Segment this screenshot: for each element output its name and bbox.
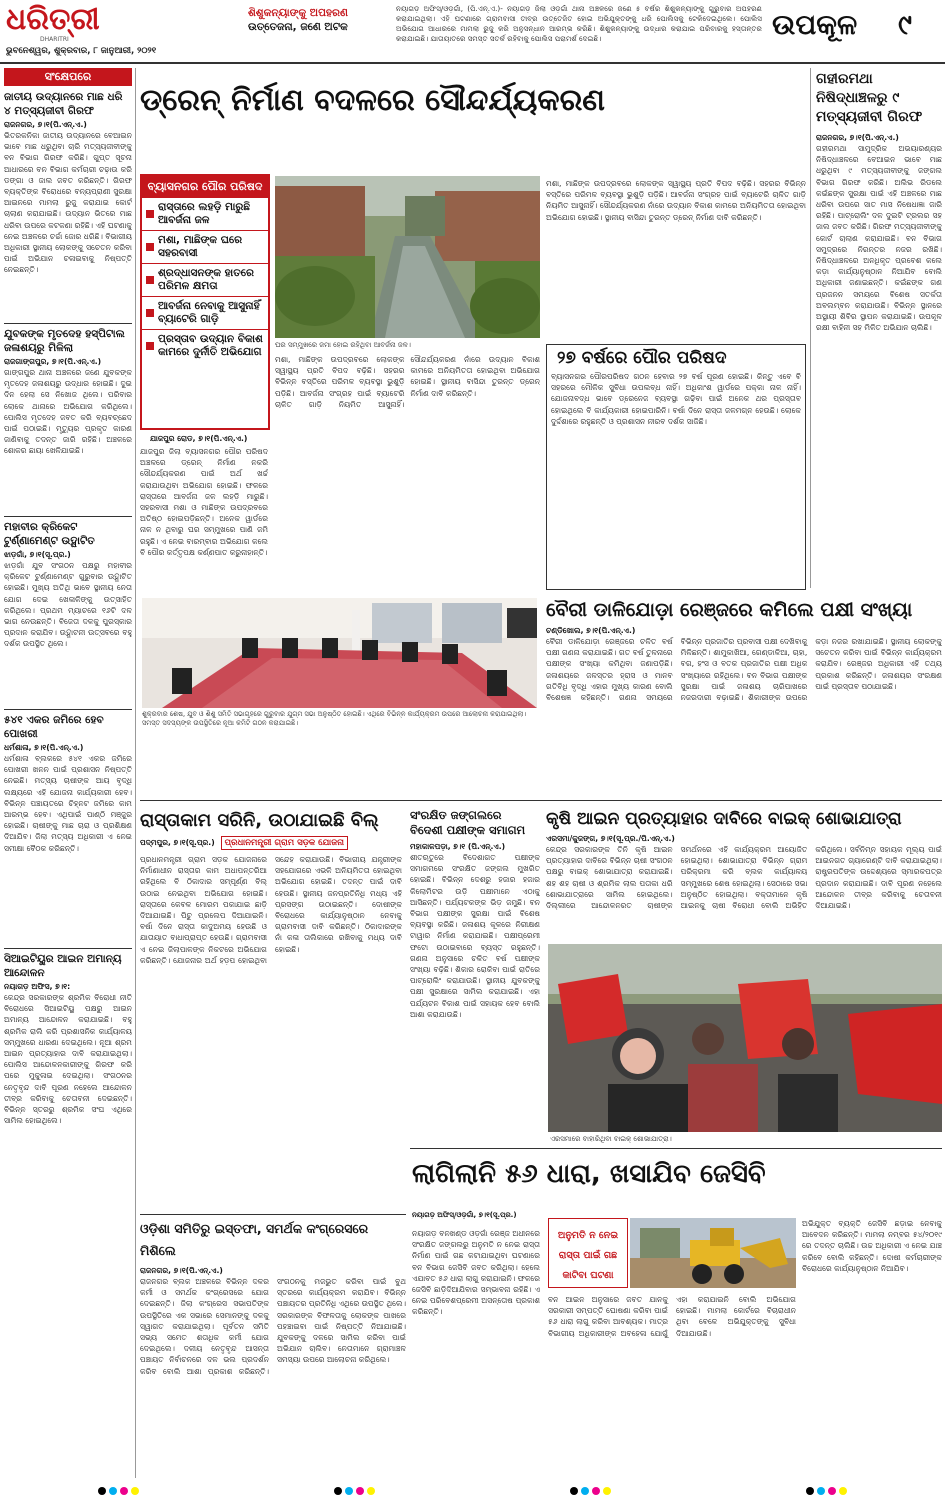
congress-story bbox=[140, 1218, 406, 1478]
logo-text: ଧରିତ୍ରୀ bbox=[6, 2, 100, 37]
masthead-dateline: ଭୁବନେଶ୍ୱର, ଶୁକ୍ରବାର, ୮ ଜାନୁଆରୀ, ୨୦୨୧ bbox=[6, 46, 157, 56]
congress-body: ରାଜନଗର ବ୍ଲକ ଅଞ୍ଚଳରେ ବିଭିନ୍ନ ଦଳର କର୍ମୀ ଓ ସମର୍ଥକ କଂଗ୍ରେସରେ ଯୋଗ ଦେଇଛନ୍ତି। ଜିଲା କଂଗ୍ରେସ ସଭାପତିଙ୍କ ଉପସ୍ଥିତିରେ ଏକ ସଭାରେ ସେମାନଙ୍କୁ ଦଳକୁ ସ୍ୱାଗତ କରାଯାଇଥିଲା। ପୂର୍ବତନ ସମିତି ସଭ୍ୟ ସମେତ ଶତାଧିକ କର୍ମୀ ଯୋଗ ଦେଇଥିଲେ। ଦଳୀୟ ନେତୃବୃନ୍ଦ ଆସନ୍ତା ପଞ୍ଚାୟତ ନିର୍ବାଚନରେ ଦଳ ଭଲ ପ୍ରଦର୍ଶନ କରିବ ବୋଲି ଆଶା ପ୍ରକାଶ କରିଛନ୍ତି। ସଂଗଠନକୁ ମଜଭୁତ କରିବା ପାଇଁ ବୁଥ ସ୍ତରରେ କାର୍ଯ୍ୟକ୍ରମ କରାଯିବ। ବିଭିନ୍ନ ପଞ୍ଚାୟତର ପ୍ରତିନିଧି ଏଥିରେ ଉପସ୍ଥିତ ଥିଲେ। ସରକାରଙ୍କ ବିଫଳତାକୁ ଲୋକଙ୍କ ପାଖରେ ପହଞ୍ଚାଇବା ପାଇଁ ନିଷ୍ପତ୍ତି ନିଆଯାଇଛି। ଯୁବକଙ୍କୁ ଦଳରେ ସାମିଲ କରିବା ପାଇଁ ଅଭିଯାନ ଚାଲିବ। ନେତାମାନେ ଗ୍ରାମାଞ୍ଚଳ ସମସ୍ୟା ଉପରେ ଆଲୋଚନା କରିଥିଲେ। bbox=[140, 1277, 406, 1376]
page-number: ୯ bbox=[898, 8, 912, 41]
briefs-tag: ସଂକ୍ଷେପରେ bbox=[4, 68, 132, 86]
roads-headline: ରାସ୍ତାକାମ ସରିନି, ଉଠାଯାଇଛି ବିଲ୍ bbox=[140, 810, 379, 831]
roads-body: ପ୍ରଧାନମନ୍ତ୍ରୀ ଗ୍ରାମ ସଡ଼କ ଯୋଜନାରେ ନିର୍ମାଣାଧୀନ ରାସ୍ତାର କାମ ଅଧାପନ୍ତରିଆ ରହିଥିଲେ ବି ଠିକାଦାର ସମ୍ପୂର୍ଣ୍ଣ ବିଲ୍ ଉଠାଇ ନେଇଥିବା ଅଭିଯୋଗ ହୋଇଛି। ରାସ୍ତାରେ କେବଳ ମୋରମ ପକାଯାଇ ଛାଡ଼ି ଦିଆଯାଇଛି। ପିଚୁ ପ୍ରଲେପ ଦିଆଯାଇନି। ବର୍ଷା ଦିନେ ରାସ୍ତା କାଦୁଅମୟ ହେଉଛି ଓ ଯାତାୟାତ ବାଧାପ୍ରାପ୍ତ ହେଉଛି। ଗ୍ରାମବାସୀ ଏ ନେଇ ଜିଲାପାଳଙ୍କ ନିକଟରେ ଅଭିଯୋଗ କରିଛନ୍ତି। ଯୋଜନାର ଅର୍ଥ ହଡ଼ପ ହୋଇଥିବା ସନ୍ଦେହ କରାଯାଉଛି। ବିଭାଗୀୟ ଯନ୍ତ୍ରୀଙ୍କ ସହଯୋଗରେ ଏଭଳି ଅନିୟମିତତା ହୋଇଥିବା ଅଭିଯୋଗ ହୋଇଛି। ତଦନ୍ତ ପାଇଁ ଦାବି ହେଉଛି। ସ୍ଥାନୀୟ ଜନପ୍ରତିନିଧି ମଧ୍ୟ ଏହି ପ୍ରସଙ୍ଗ ଉଠାଇଛନ୍ତି। ଦୋଷୀଙ୍କ ବିରୋଧରେ କାର୍ଯ୍ୟାନୁଷ୍ଠାନ ନେବାକୁ ଗ୍ରାମବାସୀ ଦାବି କରିଛନ୍ତି। ଠିକାଦାରଙ୍କ ନାଁ କଳା ତାଲିକାରେ ରଖିବାକୁ ମଧ୍ୟ ଦାବି ହୋଇଛି। bbox=[140, 855, 402, 965]
birds-body: ବୈରୀ ଡାଳିଯୋଡ଼ା ରେଞ୍ଜରେ ଚଳିତ ବର୍ଷ ପକ୍ଷୀ ଗଣନା କରାଯାଇଛି। ଗତ ବର୍ଷ ତୁଳନାରେ ପକ୍ଷୀଙ୍କ ସଂଖ୍ୟା କମିଥିବା ଜଣାପଡ଼ିଛି। ଜଳାଶୟରେ ଜଳସ୍ତର ହ୍ରାସ ଓ ମାନବ ଗତିବିଧି ବୃଦ୍ଧି ଏହାର ମୁଖ୍ୟ କାରଣ ବୋଲି ବିଶେଷଜ୍ଞ କହିଛନ୍ତି। ଗଣନା ସମୟରେ ବିଭିନ୍ନ ପ୍ରଜାତିର ପ୍ରବାସୀ ପକ୍ଷୀ ଦେଖିବାକୁ ମିଳିଛନ୍ତି। ଶାମୁକାଖିଆ, ଗେଣ୍ଡାଳିଆ, ଚାହା, ବଗ, ହଂସ ଓ ବତକ ପ୍ରଜାତିର ପକ୍ଷୀ ଅଧିକ ସଂଖ୍ୟାରେ ରହିଥିଲେ। ବନ ବିଭାଗ ପକ୍ଷୀଙ୍କ ସୁରକ୍ଷା ପାଇଁ ଜଳାଶୟ ଚାରିପାଖରେ ନଜରଦାରୀ ବଢ଼ାଇଛି। ଶିକାରୀଙ୍କ ଉପରେ କଡ଼ା ନଜର ରଖାଯାଇଛି। ସ୍ଥାନୀୟ ଲୋକଙ୍କୁ ସଚେତନ କରିବା ପାଇଁ ବିଭିନ୍ନ କାର୍ଯ୍ୟକ୍ରମ କରାଯିବ। ରେଞ୍ଜର ଅଧିକାରୀ ଏହି ତଥ୍ୟ ପ୍ରକାଶ କରିଛନ୍ତି। ଜଳାଶୟର ସଂରକ୍ଷଣ ପାଇଁ ପ୍ରସ୍ତାବ ପଠାଯାଇଛି। bbox=[546, 637, 942, 703]
brief-body: ଧର୍ମଶାଳା ବ୍ଲକରେ ୫୪୧ ଏକର ଜମିରେ ପୋଖରୀ ଖନନ ପାଇଁ ପ୍ରଶାସନ ନିଷ୍ପତ୍ତି ନେଇଛି। ମତ୍ସ୍ୟ ଚାଷୀଙ୍କ ଆୟ ବୃଦ୍ଧି ଲକ୍ଷ୍ୟରେ ଏହି ଯୋଜନା କାର୍ଯ୍ୟକାରୀ ହେବ। ବିଭିନ୍ନ ପଞ୍ଚାୟତରେ ଚିହ୍ନଟ ଜମିରେ କାମ ଆରମ୍ଭ ହେବ। ଏଥିପାଇଁ ପାଣ୍ଠି ମଞ୍ଜୁର ହୋଇଛି। ଚାଷୀଙ୍କୁ ମାଛ ଚାରା ଓ ପ୍ରଶିକ୍ଷଣ ଦିଆଯିବ। ଜିଲା ମତ୍ସ୍ୟ ଅଧିକାରୀ ଏ ନେଇ ସମୀକ୍ଷା ବୈଠକ କରିଛନ୍ତି। bbox=[4, 754, 132, 853]
highlight-text: ପ୍ରସ୍ତାବ ଉଦ୍ୟାନ ବିକାଶ କାମରେ ଦୁର୍ନୀତି ଅଭିଯୋଗ bbox=[158, 333, 263, 358]
column-rule bbox=[135, 68, 136, 1478]
brief-story bbox=[4, 90, 132, 320]
lead-dateline: ଯାଜପୁର ରୋଡ, ୭।୧(ପି.ଏନ୍.ଏ.) bbox=[150, 434, 248, 443]
bike-dateline: ଏରସମା/କୁଜଙ୍ଗ, ୭।୧(ସୂ.ପ୍ର./ପି.ଏନ୍.ଏ.) bbox=[546, 834, 675, 843]
section56-body-1: ନୟାଗଡ଼ ବନଖଣ୍ଡ ଓଡ଼ଗାଁ ରେଞ୍ଜ ଅଧୀନରେ ସଂରକ୍ଷିତ ଜଙ୍ଗଲରୁ ଅନୁମତି ନ ନେଇ ରାସ୍ତା ନିର୍ମାଣ ପାଇଁ ଗଛ କଟାଯାଇଥିବା ଘଟଣାରେ ବନ ବିଭାଗ ଜେସିବି ଜବତ କରିଥିଲା। ହେଲେ ଏଯାବତ ୫୬ ଧାରା ଲାଗୁ କରାଯାଇନି। ଫଳରେ ଜେସିବି ଛାଡ଼ିଦିଆଯିବାର ସମ୍ଭାବନା ରହିଛି। ଏ ନେଇ ପରିବେଶପ୍ରେମୀ ଅସନ୍ତୋଷ ପ୍ରକାଶ କରିଛନ୍ତି। bbox=[412, 1229, 540, 1317]
lead-body-col3: ମଶା, ମାଛିଙ୍କ ଉପଦ୍ରବରେ ଲୋକଙ୍କ ସ୍ୱାସ୍ଥ୍ୟ ପ୍ରତି ବିପଦ ବଢ଼ିଛି। ସହରର ବିଭିନ୍ନ ବସ୍ତିରେ ପରିମଳ ବ୍ୟବସ୍ଥା ଭୁଶୁଡ଼ି ପଡ଼ିଛି। ଆବର୍ଜନା ସଂଗ୍ରହ ପାଇଁ ବ୍ୟାଟେରି ଚାଳିତ ଗାଡ଼ି ନିୟମିତ ଆସୁନାହିଁ। ସୌନ୍ଦର୍ଯ୍ୟକରଣ ନାଁରେ ଉଦ୍ୟାନ ବିକାଶ କାମରେ ଅନିୟମିତତା ହୋଇଥିବା ଅଭିଯୋଗ ହୋଇଛି। ସ୍ଥାନୀୟ ବାସିନ୍ଦା ତୁରନ୍ତ ଡ୍ରେନ୍ ନିର୍ମାଣ ଦାବି କରିଛନ୍ତି। bbox=[546, 179, 806, 222]
congress-dateline: ରାଜନଗର, ୭।୧(ପି.ଏନ୍.ଏ.) bbox=[140, 1266, 223, 1275]
highlight-text: ଆବର୍ଜନା ନେବାକୁ ଆସୁନାହିଁ ବ୍ୟାଟେରି ଗାଡ଼ି bbox=[158, 300, 260, 325]
divider bbox=[4, 323, 132, 324]
column-rule bbox=[810, 68, 811, 588]
section56-body-2: ବନ ଆଇନ ଅନୁସାରେ ଜବତ ଯାନକୁ ସରକାରୀ ସମ୍ପତ୍ତି ଘୋଷଣା କରିବା ପାଇଁ ୫୬ ଧାରା ଲାଗୁ କରିବା ଆବଶ୍ୟକ। ମାତ୍ର ବିଭାଗୀୟ ଅଧିକାରୀଙ୍କ ଅବହେଳା ଯୋଗୁଁ ଏହା କରାଯାଇନି ବୋଲି ଅଭିଯୋଗ ହୋଇଛି। ମାମଲା କୋର୍ଟରେ ବିଚାରାଧୀନ ଥିବା ବେଳେ ଅଭିଯୁକ୍ତଙ୍କୁ ସୁବିଧା ଦିଆଯାଉଛି। bbox=[548, 1295, 796, 1338]
right-story-body: ଗହୀରମଥା ସାମୁଦ୍ରିକ ଅଭୟାରଣ୍ୟର ନିଷିଦ୍ଧାଞ୍ଚଳରେ ବେଆଇନ ଭାବେ ମାଛ ଧରୁଥିବା ୯ ମତ୍ସ୍ୟଜୀବୀଙ୍କୁ ଜଙ୍ଗଲ ବିଭାଗ ଗିରଫ କରିଛି। ଅଲିଭ ରିଡଲେ କଇଁଛଙ୍କ ସୁରକ୍ଷା ପାଇଁ ଏହି ଅଞ୍ଚଳରେ ମାଛ ଧରିବା ଉପରେ ସାତ ମାସ ନିଷେଧାଜ୍ଞା ଜାରି ରହିଛି। ପାଟ୍ରୋଲିଂ ଦଳ ଦୁଇଟି ଟ୍ରଲର ସହ ଜାଲ ଜବତ କରିଛି। ଗିରଫ ମତ୍ସ୍ୟଜୀବୀଙ୍କୁ କୋର୍ଟ ଚାଲାଣ କରାଯାଇଛି। ବନ ବିଭାଗ ସମୁଦ୍ରରେ ନିରନ୍ତର ନଜର ରଖିଛି। ନିଷିଦ୍ଧାଞ୍ଚଳରେ ଅନଧିକୃତ ପ୍ରବେଶ କଲେ କଡ଼ା କାର୍ଯ୍ୟାନୁଷ୍ଠାନ ନିଆଯିବ ବୋଲି ଅଧିକାରୀ ଜଣାଇଛନ୍ତି। କଇଁଛଙ୍କ ଗଣ ପ୍ରଜନନ ସମୟରେ ବିଶେଷ ସତର୍କତା ଅବଲମ୍ବନ କରାଯାଉଛି। ବିଭିନ୍ନ ସ୍ଥାନରେ ଅସ୍ଥାୟୀ ଶିବିର ସ୍ଥାପନ କରାଯାଇଛି। ଉପକୂଳ ରକ୍ଷୀ ବାହିନୀ ସହ ମିଳିତ ଅଭିଯାନ ଚାଲିଛି। bbox=[816, 144, 942, 333]
roads-tag: ପ୍ରଧାନମନ୍ତ୍ରୀ ଗ୍ରାମ ସଡ଼କ ଯୋଜନା bbox=[221, 836, 348, 850]
brief-headline: ୫୪୧ ଏକର ଜମିରେ ହେବ ପୋଖରୀ bbox=[4, 714, 104, 740]
congress-headline: ଓଡ଼ିଶା ସମିତିରୁ ଇସ୍ତଫା, ସମର୍ଥକ କଂଗ୍ରେସରେ ମିଶିଲେ bbox=[140, 1221, 369, 1258]
roads-dateline: ପଦ୍ମପୁର, ୭।୧(ସୂ.ପ୍ର.) bbox=[140, 838, 215, 847]
teaser-headline bbox=[248, 6, 388, 34]
highlight-item bbox=[142, 231, 268, 264]
section56-tag: ଅନୁମତି ନ ନେଇ ରାସ୍ତା ପାଇଁ ଗଛ କାଟିବା ଘଟଣା bbox=[557, 1230, 619, 1281]
registration-bar bbox=[0, 1484, 945, 1498]
birdmeet-dateline: ମହାକାଳପଡ଼ା, ୭।୧ (ପି.ଏନ୍.ଏ.) bbox=[410, 842, 506, 851]
section-rule bbox=[410, 1148, 942, 1149]
divider bbox=[4, 709, 132, 710]
roads-story bbox=[140, 808, 402, 1208]
bike-photo-caption: ଏରସମାରେ ବାହାରିଥିବା ବାଇକ୍ ଶୋଭାଯାତ୍ରା। bbox=[550, 1135, 672, 1143]
highlight-text: ରାସ୍ତାରେ ଲହଡ଼ି ମାରୁଛି ଆବର୍ଜନା ଜଳ bbox=[158, 201, 250, 226]
lead-photo bbox=[275, 176, 540, 338]
teaser-head-2: ଉତ୍ତେଜନା, ଜଣେ ଅଟକ bbox=[248, 21, 348, 33]
birds-headline: ବୈରୀ ଡାଳିଯୋଡ଼ା ରେଞ୍ଜରେ କମିଲେ ପକ୍ଷୀ ସଂଖ୍ୟା bbox=[546, 599, 913, 621]
right-story bbox=[816, 70, 942, 590]
section56-body-3: ଅଭିଯୁକ୍ତ ବ୍ୟକ୍ତି ଜେସିବି ଛଡ଼ାଇ ନେବାକୁ ଆବେଦନ କରିଛନ୍ତି। ମାମଲା ନମ୍ବର ୫୪/୨୦୧୯ ରେ ତଦନ୍ତ ଚାଲିଛି। ଉଚ୍ଚ ଅଧିକାରୀ ଏ ନେଇ ଯାଞ୍ଚ କରିବେ ବୋଲି କହିଛନ୍ତି। ଦୋଷୀ କର୍ମଚାରୀଙ୍କ ବିରୋଧରେ କାର୍ଯ୍ୟାନୁଷ୍ଠାନ ନିଆଯିବ। bbox=[802, 1219, 942, 1273]
brief-headline: ସିଆଇଟିୟୁର ଆଇନ ଅମାନ୍ୟ ଆନ୍ଦୋଳନ bbox=[4, 953, 122, 979]
lead-highlights-box bbox=[140, 174, 270, 430]
subbox-headline: ୨୭ ବର୍ଷରେ ପୌର ପରିଷଦ bbox=[557, 348, 727, 368]
brief-body: ଭିତରକନିକା ଜାତୀୟ ଉଦ୍ୟାନରେ ବେଆଇନ ଭାବେ ମାଛ ଧରୁଥିବା ଚାରି ମତ୍ସ୍ୟଜୀବୀଙ୍କୁ ବନ ବିଭାଗ ଗିରଫ କରିଛି। ଗୁପ୍ତ ସୂଚନା ଆଧାରରେ ବନ ବିଭାଗ କର୍ମଚାରୀ ଚଢ଼ାଉ କରି ଡଙ୍ଗା ଓ ଜାଲ ଜବତ କରିଛନ୍ତି। ଗିରଫ ବ୍ୟକ୍ତିଙ୍କ ବିରୋଧରେ ବନ୍ୟପ୍ରାଣୀ ସୁରକ୍ଷା ଆଇନରେ ମାମଲା ରୁଜୁ କରାଯାଇ କୋର୍ଟ ଚାଲାଣ କରାଯାଇଛି। ଉଦ୍ୟାନ ଭିତରେ ମାଛ ଧରିବା ଉପରେ କଟକଣା ରହିଛି। ଏହି ଘଟଣାକୁ ନେଇ ଅଞ୍ଚଳରେ ଚର୍ଚ୍ଚା ଜୋର ଧରିଛି। ବିଭାଗୀୟ ଅଧିକାରୀ ସ୍ଥାନୀୟ ଲୋକଙ୍କୁ ସଚେତନ କରିବା ପାଇଁ ଅଭିଯାନ ଚଳାଇବାକୁ ନିଷ୍ପତ୍ତି ନେଇଛନ୍ତି। bbox=[4, 131, 132, 275]
brief-dateline: ଧର୍ମଶାଳା, ୭।୧(ପି.ଏନ୍.ଏ.) bbox=[4, 743, 84, 752]
masthead bbox=[0, 0, 945, 64]
brief-dateline: ରାଜନଗର, ୭।୧(ପି.ଏନ୍.ଏ.) bbox=[4, 120, 87, 129]
highlight-item bbox=[142, 198, 268, 231]
section-title: ଉପକୂଳ bbox=[772, 8, 858, 41]
registration-dots bbox=[98, 1487, 139, 1495]
section-rule bbox=[140, 1214, 406, 1215]
brief-dateline: ନୟାଗଡ଼ ଅଫିସ, ୭।୧: bbox=[4, 982, 71, 991]
highlight-item bbox=[142, 264, 268, 297]
right-story-dateline: ରାଜନଗର, ୭।୧(ପି.ଏନ୍.ଏ.) bbox=[816, 133, 899, 142]
birdmeet-body: ଶୀତଋତୁରେ ବିଦେଶାଗତ ପକ୍ଷୀଙ୍କ ସମାଗମରେ ସଂରକ୍ଷିତ ଜଙ୍ଗଲ ମୁଖରିତ ହୋଇଛି। ବିଭିନ୍ନ ଦେଶରୁ ହଜାର ହଜାର କିଲୋମିଟର ଉଡ଼ି ପକ୍ଷୀମାନେ ଏଠାକୁ ଆସିଛନ୍ତି। ପର୍ଯ୍ୟଟକଙ୍କ ଭିଡ଼ ଜମୁଛି। ବନ ବିଭାଗ ପକ୍ଷୀଙ୍କ ସୁରକ୍ଷା ପାଇଁ ବିଶେଷ ବ୍ୟବସ୍ଥା କରିଛି। ଜଳାଶୟ କୂଳରେ ନିରୀକ୍ଷଣ ଟାୱାର ନିର୍ମାଣ କରାଯାଇଛି। ପକ୍ଷୀପ୍ରେମୀ ଫଟୋ ଉଠାଇବାରେ ବ୍ୟସ୍ତ ରହୁଛନ୍ତି। ଗଣନା ଅନୁସାରେ ଚଳିତ ବର୍ଷ ପକ୍ଷୀଙ୍କ ସଂଖ୍ୟା ବଢ଼ିଛି। ଶିକାର ରୋକିବା ପାଇଁ ରାତିରେ ପାଟ୍ରୋଲିଂ କରାଯାଉଛି। ସ୍ଥାନୀୟ ଯୁବକଙ୍କୁ ପକ୍ଷୀ ସୁରକ୍ଷାରେ ସାମିଲ କରାଯାଇଛି। ଏହା ପର୍ଯ୍ୟଟନ ବିକାଶ ପାଇଁ ସହାୟକ ହେବ ବୋଲି ଆଶା କରାଯାଉଛି। bbox=[410, 853, 540, 1019]
birds-dateline: ଚଣ୍ଡିଖୋଲ, ୭।୧(ପି.ଏନ୍.ଏ.) bbox=[546, 626, 636, 635]
birds-story bbox=[546, 596, 942, 796]
section56-headline: ଲାଗିଲାନି ୫୬ ଧାରା, ଖସାଯିବ ଜେସିବି bbox=[412, 1159, 766, 1189]
masthead-logo bbox=[6, 4, 156, 43]
divider bbox=[4, 516, 132, 517]
meeting-caption: ଶୁକ୍ରବାର ଶେଷ, ଯୁବ ଓ ଶିଶୁ ସମିତି ସଭାଗୃହରେ ଗୁରୁବାର ଯୁଗ୍ମ ସଭା ଅନୁଷ୍ଠିତ ହୋଇଛି। ଏଥିରେ ବିଭିନ୍ନ କାର୍ଯ୍ୟକ୍ରମ ଉପରେ ଆଲୋଚନା କରାଯାଇଥିଲା। ସମସ୍ତ ସଦସ୍ୟଙ୍କ ଉପସ୍ଥିତିରେ ନୂଆ କମିଟି ଗଠନ କରାଯାଇଛି। bbox=[142, 710, 527, 727]
masthead-rule bbox=[0, 62, 945, 64]
lead-body-col2: ମଶା, ମାଛିଙ୍କ ଉପଦ୍ରବରେ ଲୋକଙ୍କ ସ୍ୱାସ୍ଥ୍ୟ ପ୍ରତି ବିପଦ ବଢ଼ିଛି। ସହରର ବିଭିନ୍ନ ବସ୍ତିରେ ପରିମଳ ବ୍ୟବସ୍ଥା ଭୁଶୁଡ଼ି ପଡ଼ିଛି। ଆବର୍ଜନା ସଂଗ୍ରହ ପାଇଁ ବ୍ୟାଟେରି ଚାଳିତ ଗାଡ଼ି ନିୟମିତ ଆସୁନାହିଁ। ସୌନ୍ଦର୍ଯ୍ୟକରଣ ନାଁରେ ଉଦ୍ୟାନ ବିକାଶ କାମରେ ଅନିୟମିତତା ହୋଇଥିବା ଅଭିଯୋଗ ହୋଇଛି। ସ୍ଥାନୀୟ ବାସିନ୍ଦା ତୁରନ୍ତ ଡ୍ରେନ୍ ନିର୍ମାଣ ଦାବି କରିଛନ୍ତି। bbox=[275, 355, 540, 409]
section56-tag-box bbox=[548, 1218, 628, 1288]
brief-story bbox=[4, 520, 132, 706]
registration-dots bbox=[334, 1487, 375, 1495]
briefs-column bbox=[4, 68, 132, 1478]
bike-body: କେନ୍ଦ୍ର ସରକାରଙ୍କ ତିନି କୃଷି ଆଇନ ପ୍ରତ୍ୟାହାର ଦାବିରେ ବିଭିନ୍ନ ଚାଷୀ ସଂଗଠନ ପକ୍ଷରୁ ବାଇକ୍ ଶୋଭାଯାତ୍ରା କରାଯାଇଛି। ଶହ ଶହ ଚାଷୀ ଓ ଶ୍ରମିକ ଲାଲ ପତାକା ଧରି ଶୋଭାଯାତ୍ରାରେ ସାମିଲ ହୋଇଥିଲେ। ଦିଲ୍ଲୀରେ ଆନ୍ଦୋଳନରତ ଚାଷୀଙ୍କ ସମର୍ଥନରେ ଏହି କାର୍ଯ୍ୟକ୍ରମ ଆୟୋଜିତ ହୋଇଥିଲା। ଶୋଭାଯାତ୍ରା ବିଭିନ୍ନ ଗ୍ରାମ ପରିକ୍ରମା କରି ବ୍ଲକ କାର୍ଯ୍ୟାଳୟ ସମ୍ମୁଖରେ ଶେଷ ହୋଇଥିଲା। ସେଠାରେ ସଭା ଅନୁଷ୍ଠିତ ହୋଇଥିଲା। ବକ୍ତାମାନେ କୃଷି ଆଇନକୁ ଚାଷୀ ବିରୋଧୀ ବୋଲି ଅଭିହିତ କରିଥିଲେ। ସର୍ବନିମ୍ନ ସହାୟକ ମୂଲ୍ୟ ପାଇଁ ଆଇନଗତ ଗ୍ୟାରେଣ୍ଟି ଦାବି କରାଯାଇଥିଲା। ରାଷ୍ଟ୍ରପତିଙ୍କ ଉଦ୍ଦେଶ୍ୟରେ ସ୍ମାରକପତ୍ର ପ୍ରଦାନ କରାଯାଇଛି। ଦାବି ପୂରଣ ନହେଲେ ଆନ୍ଦୋଳନ ତୀବ୍ର କରିବାକୁ ଚେତାବନୀ ଦିଆଯାଇଛି। bbox=[546, 845, 942, 911]
bike-photo bbox=[548, 944, 942, 1132]
brief-headline: ଯୁବକଙ୍କ ମୃତଦେହ ହସ୍ପିଟାଲ ଜଳାଶୟରୁ ମିଳିଲା bbox=[4, 328, 125, 354]
section56-dateline: ନୟାଗଡ଼ ଅଫିସ୍/ଓଡ଼ଗାଁ, ୭।୧(ସୂ.ପ୍ର.) bbox=[412, 1211, 517, 1219]
brief-headline: ମହାବୀର କ୍ରିକେଟ ଟୁର୍ଣ୍ଣାମେଣ୍ଟ ଉଦ୍ଘାଟିତ bbox=[4, 521, 95, 547]
subbox-body: ବ୍ୟାସନଗର ପୌରପରିଷଦ ଗଠନ ହେବାର ୨୭ ବର୍ଷ ପୂରଣ ହୋଇଛି। କିନ୍ତୁ ଏବେ ବି ସହରରେ ମୌଳିକ ସୁବିଧା ଉପଲବ୍ଧ ନାହିଁ। ଅଧିକାଂଶ ୱାର୍ଡରେ ପକ୍କା ନାଳ ନାହିଁ। ଯୋଜନାବଦ୍ଧ ଭାବେ ଡ୍ରେନେଜ ବ୍ୟବସ୍ଥା ଗଢ଼ିବା ପାଇଁ ଅନେକ ଥର ପ୍ରସ୍ତାବ ହୋଇଥିଲେ ବି କାର୍ଯ୍ୟକାରୀ ହୋଇପାରିନି। ବର୍ଷା ଦିନେ ରାସ୍ତା ଜଳମଗ୍ନ ହେଉଛି। ଲୋକେ ଦୁର୍ଦ୍ଦଶାରେ ରହୁଛନ୍ତି ଓ ପ୍ରଶାସନ ନୀରବ ଦର୍ଶକ ସାଜିଛି। bbox=[551, 372, 801, 426]
jcb-photo bbox=[630, 1218, 796, 1288]
brief-story bbox=[4, 327, 132, 513]
lead-headline: ଡ୍ରେନ୍ ନିର୍ମାଣ ବଦଳରେ ସୌନ୍ଦର୍ଯ୍ୟକରଣ bbox=[140, 83, 605, 118]
lead-body-col1: ଯାଜପୁର ଜିଲା ବ୍ୟାସନଗର ପୌର ପରିଷଦ ଅଞ୍ଚଳରେ ଡ୍ରେନ୍ ନିର୍ମାଣ ନକରି ସୌନ୍ଦର୍ଯ୍ୟକରଣ ପାଇଁ ଅର୍ଥ ଖର୍ଚ୍ଚ କରାଯାଉଥିବା ଅଭିଯୋଗ ହୋଇଛି। ଫଳରେ ରାସ୍ତାରେ ଆବର୍ଜନା ଜଳ ଲହଡ଼ି ମାରୁଛି। ସହରବାସୀ ମଶା ଓ ମାଛିଙ୍କ ଉପଦ୍ରବରେ ଅତିଷ୍ଠ ହୋଇପଡ଼ିଛନ୍ତି। ଅନେକ ୱାର୍ଡରେ ନାଳ ନ ଥିବାରୁ ଘର ସମ୍ମୁଖରେ ପାଣି ଜମି ରହୁଛି। ଏ ନେଇ ବାରମ୍ବାର ଅଭିଯୋଗ କଲେ ବି ପୌର କର୍ତ୍ତୃପକ୍ଷ କର୍ଣ୍ଣପାତ କରୁନାହାନ୍ତି। bbox=[140, 447, 268, 557]
divider bbox=[4, 948, 132, 949]
highlights-title: ବ୍ୟାସନଗର ପୌର ପରିଷଦ bbox=[142, 176, 268, 198]
highlight-item bbox=[142, 330, 268, 362]
right-story-headline: ଗହୀରମଥା ନିଷିଦ୍ଧାଞ୍ଚଳରୁ ୯ ମତ୍ସ୍ୟଜୀବୀ ଗିରଫ bbox=[816, 71, 923, 125]
brief-story bbox=[4, 713, 132, 945]
highlight-item bbox=[142, 297, 268, 330]
logo-subtext: DHARITRI bbox=[40, 36, 69, 43]
brief-body: କେନ୍ଦ୍ର ସରକାରଙ୍କ ଶ୍ରମିକ ବିରୋଧୀ ନୀତି ବିରୋଧରେ ସିଆଇଟିୟୁ ପକ୍ଷରୁ ଆଇନ ଅମାନ୍ୟ ଆନ୍ଦୋଳନ କରାଯାଇଛି। ବହୁ ଶ୍ରମିକ ରାଲି କରି ପ୍ରଶାସନିକ କାର୍ଯ୍ୟାଳୟ ସମ୍ମୁଖରେ ଧାରଣା ଦେଇଥିଲେ। ନୂଆ ଶ୍ରମ ଆଇନ ପ୍ରତ୍ୟାହାର ଦାବି କରାଯାଇଥିଲା। ପୋଲିସ ଆନ୍ଦୋଳନକାରୀଙ୍କୁ ଗିରଫ କରି ପରେ ମୁକୁଳାଇ ଦେଇଥିଲା। ସଂଗଠନର ନେତୃବୃନ୍ଦ ଦାବି ପୂରଣ ନହେଲେ ଆନ୍ଦୋଳନ ତୀବ୍ର କରିବାକୁ ଚେତାବନୀ ଦେଇଛନ୍ତି। ବିଭିନ୍ନ ସ୍ତରରୁ ଶ୍ରମିକ ସଂଘ ଏଥିରେ ସାମିଲ ହୋଇଥିଲେ। bbox=[4, 993, 132, 1126]
highlight-text: ମଶା, ମାଛିଙ୍କ ଘରେ ସହରବାସୀ bbox=[158, 234, 243, 259]
birdmeet-headline-2: ବିଦେଶୀ ପକ୍ଷୀଙ୍କ ସମାଗମ bbox=[410, 823, 526, 837]
brief-body: ଗାଙ୍ଗପୁର ଥାନା ଅଞ୍ଚଳରେ ଜଣେ ଯୁବକଙ୍କ ମୃତଦେହ ଜଳାଶୟରୁ ଉଦ୍ଧାର ହୋଇଛି। ଦୁଇ ଦିନ ହେଲା ସେ ନିଖୋଜ ଥିଲେ। ପରିବାର ଲୋକେ ଥାନାରେ ଅଭିଯୋଗ କରିଥିଲେ। ପୋଲିସ ମୃତଦେହ ଜବତ କରି ବ୍ୟବଚ୍ଛେଦ ପାଇଁ ପଠାଇଛି। ମୃତ୍ୟୁର ପ୍ରକୃତ କାରଣ ଜାଣିବାକୁ ତଦନ୍ତ ଜାରି ରହିଛି। ଅଞ୍ଚଳରେ ଶୋକର ଛାୟା ଖେଳିଯାଇଛି। bbox=[4, 368, 132, 456]
brief-dateline: ଝାଡ଼ଗାଁ, ୭।୧(ସୂ.ପ୍ର.) bbox=[4, 550, 71, 559]
registration-dots bbox=[806, 1487, 847, 1495]
lead-photo-caption: ଘର ସମ୍ମୁଖରେ ଜମା ହୋଇ ରହିଥିବା ଆବର୍ଜନା ଜଳ। bbox=[275, 341, 411, 349]
birdmeet-headline-1: ସଂରକ୍ଷିତ ଜଙ୍ଗଲରେ bbox=[410, 808, 502, 822]
teaser-head-1: ଶିଶୁକନ୍ୟାଙ୍କୁ ଅପହରଣ bbox=[248, 7, 348, 19]
registration-dots bbox=[570, 1487, 611, 1495]
bike-headline: କୃଷି ଆଇନ ପ୍ରତ୍ୟାହାର ଦାବିରେ ବାଇକ୍ ଶୋଭାଯାତ୍ରା bbox=[546, 809, 902, 829]
highlight-text: ଶ୍ରଦ୍ଧାସନଙ୍କ ହାତରେ ପରିମଳ କ୍ଷମତା bbox=[158, 267, 254, 292]
brief-headline: ଜାତୀୟ ଉଦ୍ୟାନରେ ମାଛ ଧରି ୪ ମତ୍ସ୍ୟଜୀବୀ ଗିରଫ bbox=[4, 91, 123, 117]
brief-story bbox=[4, 952, 132, 1292]
teaser-text: ନୟାଗଡ଼ ଅଫିସ୍/ଓଡ଼ଗାଁ, (ପି.ଏନ୍.ଏ.)- ନୟାଗଡ଼ ଜିଲା ଓଡ଼ଗାଁ ଥାନା ଅଞ୍ଚଳରେ ଜଣେ ୫ ବର୍ଷର ଶିଶୁକନ୍ୟାଙ୍କୁ ଗୁରୁବାର ଅପହରଣ କରାଯାଇଥିଲା। ଏହି ଘଟଣାରେ ଗ୍ରାମବାସୀ ତୀବ୍ର ଉତ୍ତେଜିତ ହୋଇ ଅଭିଯୁକ୍ତଙ୍କୁ ଧରି ପୋଲିସକୁ ଟେକିଦେଇଥିଲେ। ପୋଲିସ ଅଭିଯୋଗ ଆଧାରରେ ମାମଲା ରୁଜୁ କରି ଅନୁସନ୍ଧାନ ଆରମ୍ଭ କରିଛି। ଶିଶୁକନ୍ୟାଙ୍କୁ ଉଦ୍ଧାର କରାଯାଇ ପରିବାରକୁ ହସ୍ତାନ୍ତର କରାଯାଇଛି। ଯାତାୟାତରେ ସମସ୍ତ ସତର୍କ ରହିବାକୁ ପୋଲିସ ପରାମର୍ଶ ଦେଇଛି। bbox=[396, 4, 762, 43]
section-rule bbox=[140, 800, 942, 801]
lead-subbox bbox=[546, 344, 806, 590]
brief-body: ଝାଡ଼ଗାଁ ଯୁବ ସଂଗଠନ ପକ୍ଷରୁ ମହାବୀର କ୍ରିକେଟ ଟୁର୍ଣ୍ଣାମେଣ୍ଟ ଗୁରୁବାର ଉଦ୍ଘାଟିତ ହୋଇଛି। ମୁଖ୍ୟ ଅତିଥି ଭାବେ ସ୍ଥାନୀୟ ନେତା ଯୋଗ ଦେଇ ଖେଳାଳିଙ୍କୁ ଉତ୍ସାହିତ କରିଥିଲେ। ପ୍ରଥମ ମ୍ୟାଚରେ ୧୬ଟି ଦଳ ଭାଗ ନେଉଛନ୍ତି। ବିଜେତା ଦଳକୁ ପୁରସ୍କାର ପ୍ରଦାନ କରାଯିବ। ଉଦ୍ଘାଟନୀ ଉତ୍ସବରେ ବହୁ ଦର୍ଶକ ଉପସ୍ଥିତ ଥିଲେ। bbox=[4, 561, 132, 649]
brief-dateline: ରାଜଗାଙ୍ଗପୁର, ୭।୧(ପି.ଏନ୍.ଏ.) bbox=[4, 357, 102, 366]
meeting-photo bbox=[142, 598, 537, 708]
